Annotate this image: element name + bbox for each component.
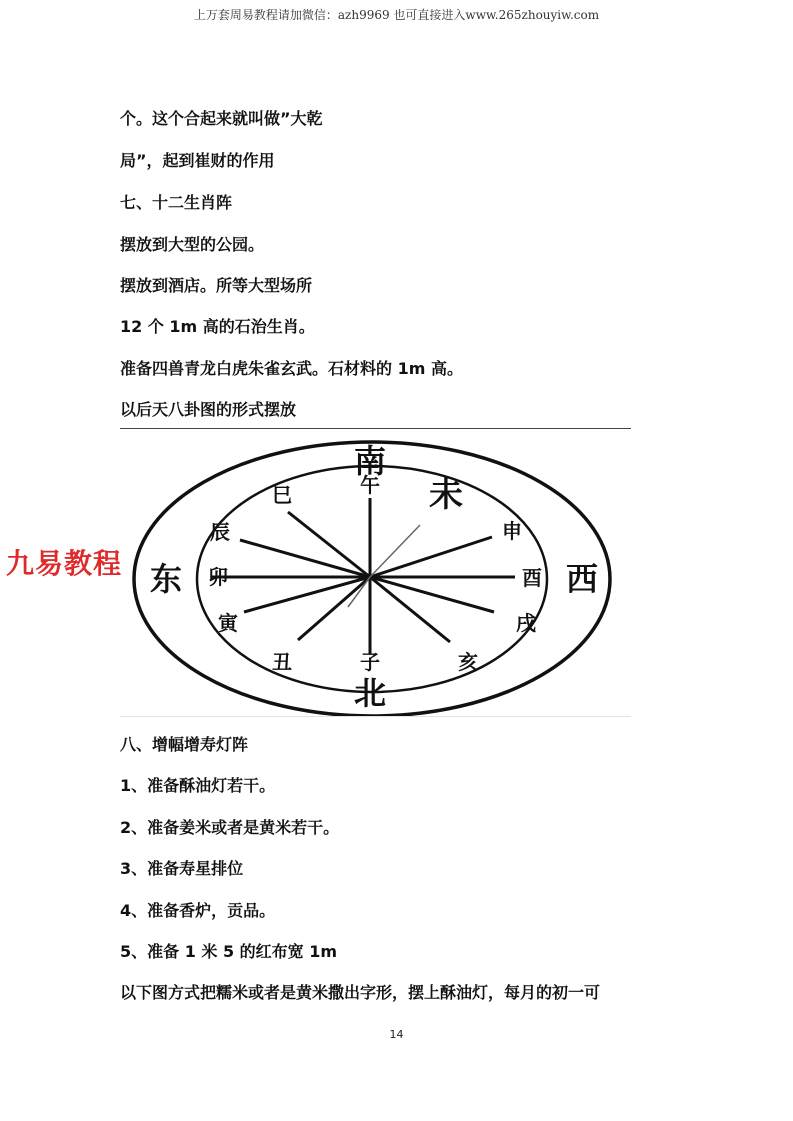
branch-shen: 申	[502, 519, 522, 543]
body-line-4: 摆放到大型的公园。	[120, 235, 265, 254]
list-item-2: 2、准备姜米或者是黄米若干。	[120, 818, 340, 837]
branch-chou: 丑	[272, 650, 292, 674]
section-heading-7: 七、十二生肖阵	[120, 193, 233, 212]
body-line-6: 12 个 1m 高的石治生肖。	[120, 317, 315, 336]
body-line-1: 个。这个合起来就叫做”大乾	[120, 109, 323, 128]
list-item-5: 5、准备 1 米 5 的红布宽 1m	[120, 942, 338, 961]
body-line-8: 以后天八卦图的形式摆放	[120, 400, 297, 419]
direction-east: 东	[149, 560, 183, 598]
section-heading-8: 八、增幅增寿灯阵	[120, 735, 249, 754]
body-line-last: 以下图方式把糯米或者是黄米撒出字形，摆上酥油灯，每月的初一可	[120, 983, 601, 1002]
page-header: 上万套周易教程请加微信：azh9969 也可直接进入www.265zhouyiw.com	[193, 8, 600, 22]
direction-south: 南	[353, 442, 387, 480]
body-line-5: 摆放到酒店。所等大型场所	[120, 276, 313, 295]
watermark-logo: 九易教程	[6, 547, 123, 580]
page-number: 14	[389, 1028, 404, 1041]
list-item-1: 1、准备酥油灯若干。	[120, 776, 276, 795]
branch-mao: 卯	[208, 565, 228, 589]
branch-si: 巳	[272, 483, 292, 507]
zodiac-bagua-diagram	[120, 432, 640, 716]
divider-top	[120, 428, 631, 429]
divider-bottom	[120, 716, 631, 717]
branch-wu: 午	[360, 473, 380, 497]
body-line-2: 局”，起到崔财的作用	[120, 151, 275, 170]
branch-wei: 未	[429, 475, 463, 515]
direction-west: 西	[565, 560, 599, 598]
zodiac-diagram-svg	[120, 432, 640, 716]
branch-zi: 子	[360, 650, 380, 674]
list-item-3: 3、准备寿星排位	[120, 859, 244, 878]
branch-you: 酉	[522, 566, 542, 590]
branch-hai: 亥	[458, 650, 478, 674]
body-line-7: 准备四兽青龙白虎朱雀玄武。石材料的 1m 高。	[120, 359, 463, 378]
branch-yin: 寅	[218, 611, 238, 635]
list-item-4: 4、准备香炉，贡品。	[120, 901, 276, 920]
branch-xu: 戌	[516, 611, 536, 635]
spoke-lines	[212, 498, 515, 654]
direction-north: 北	[353, 674, 387, 712]
branch-chen: 辰	[210, 520, 230, 544]
